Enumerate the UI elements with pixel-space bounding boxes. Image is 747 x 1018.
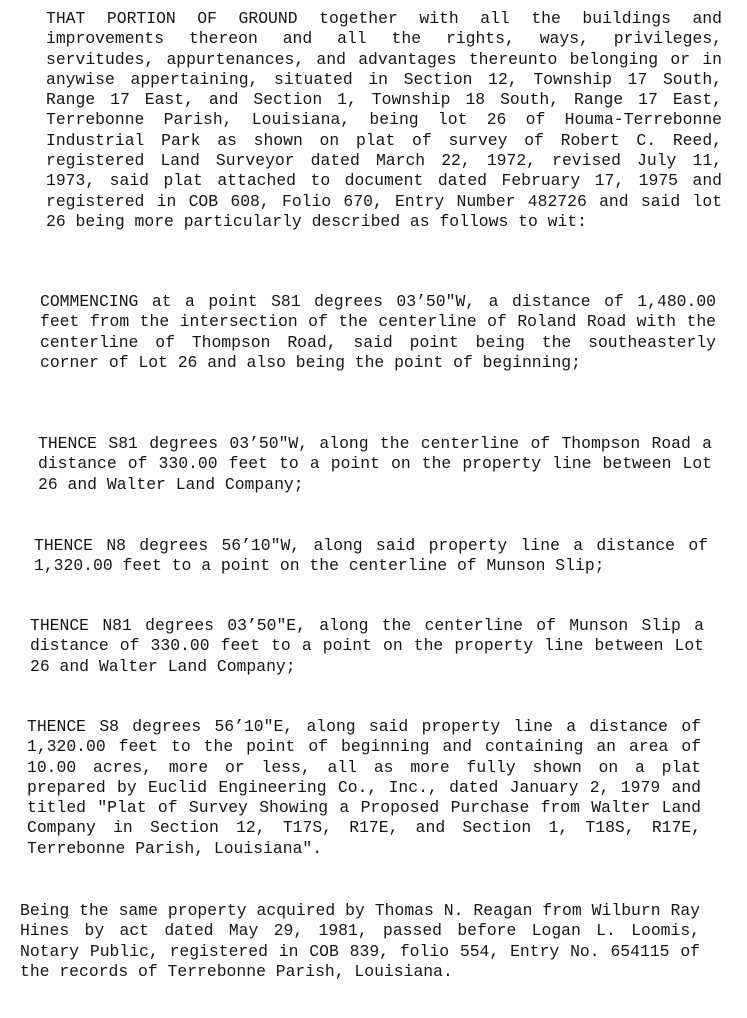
paragraph-text: at a point S81 degrees 03’50"W, a distance of 1,480.00 feet from the intersection of the centerline of Roland Road with the centerline of Thompson Road, said point being the southeasterly corner of Lot 26 and also being the point of beginning; bbox=[40, 292, 716, 372]
paragraph-property-description bbox=[46, 9, 722, 232]
paragraph-lead: THENCE bbox=[38, 434, 98, 453]
paragraph-thence-1 bbox=[38, 434, 712, 495]
paragraph-acquisition bbox=[20, 901, 700, 982]
paragraph-thence-4 bbox=[27, 717, 701, 859]
paragraph-thence-2 bbox=[34, 536, 708, 577]
paragraph-text: together with all the buildings and improvements thereon and all the rights, ways, privileges, servitudes, appurtenances, and advantages thereunto belonging or in anywise appertaining, situated in Section 12, Township 17 South, Range 17 East, and Section 1, Township 18 South, Range 17 East, Terrebonne Parish, Louisiana, being lot 26 of Houma-Terrebonne Industrial Park as shown on plat of survey of Robert C. Reed, registered Land Surveyor dated March 22, 1972, revised July 11, 1973, said plat attached to document dated February 17, 1975 and registered in COB 608, Folio 670, Entry Number 482726 and said lot 26 being more particularly described as follows to wit: bbox=[46, 9, 722, 231]
paragraph-text: Being the same property acquired by Thomas N. Reagan from Wilburn Ray Hines by act dated May 29, 1981, passed before Logan L. Loomis, Notary Public, registered in COB 839, folio 554, Entry No. 654115 of the records of Terrebonne Parish, Louisiana. bbox=[20, 901, 700, 981]
paragraph-lead: COMMENCING bbox=[40, 292, 139, 311]
paragraph-lead: THENCE bbox=[27, 717, 87, 736]
paragraph-text: N8 degrees 56’10"W, along said property line a distance of 1,320.00 feet to a point on the centerline of Munson Slip; bbox=[34, 536, 708, 576]
paragraph-lead: THAT PORTION OF GROUND bbox=[46, 9, 298, 28]
paragraph-commencing bbox=[40, 292, 716, 373]
paragraph-text: S8 degrees 56’10"E, along said property line a distance of 1,320.00 feet to the point of beginning and containing an area of 10.00 acres, more or less, all as more fully shown on a plat prepared by Euclid Engineering Co., Inc., dated January 2, 1979 and titled "Plat of Survey Showing a Proposed Purchase from Walter Land Company in Section 12, T17S, R17E, and Section 1, T18S, R17E, Terrebonne Parish, Louisiana". bbox=[27, 717, 701, 858]
paragraph-text: N81 degrees 03’50"E, along the centerline of Munson Slip a distance of 330.00 feet to a point on the property line between Lot 26 and Walter Land Company; bbox=[30, 616, 704, 676]
paragraph-lead: THENCE bbox=[30, 616, 90, 635]
paragraph-text: S81 degrees 03’50"W, along the centerline of Thompson Road a distance of 330.00 feet to a point on the property line between Lot 26 and Walter Land Company; bbox=[38, 434, 712, 494]
paragraph-thence-3 bbox=[30, 616, 704, 677]
paragraph-lead: THENCE bbox=[34, 536, 94, 555]
